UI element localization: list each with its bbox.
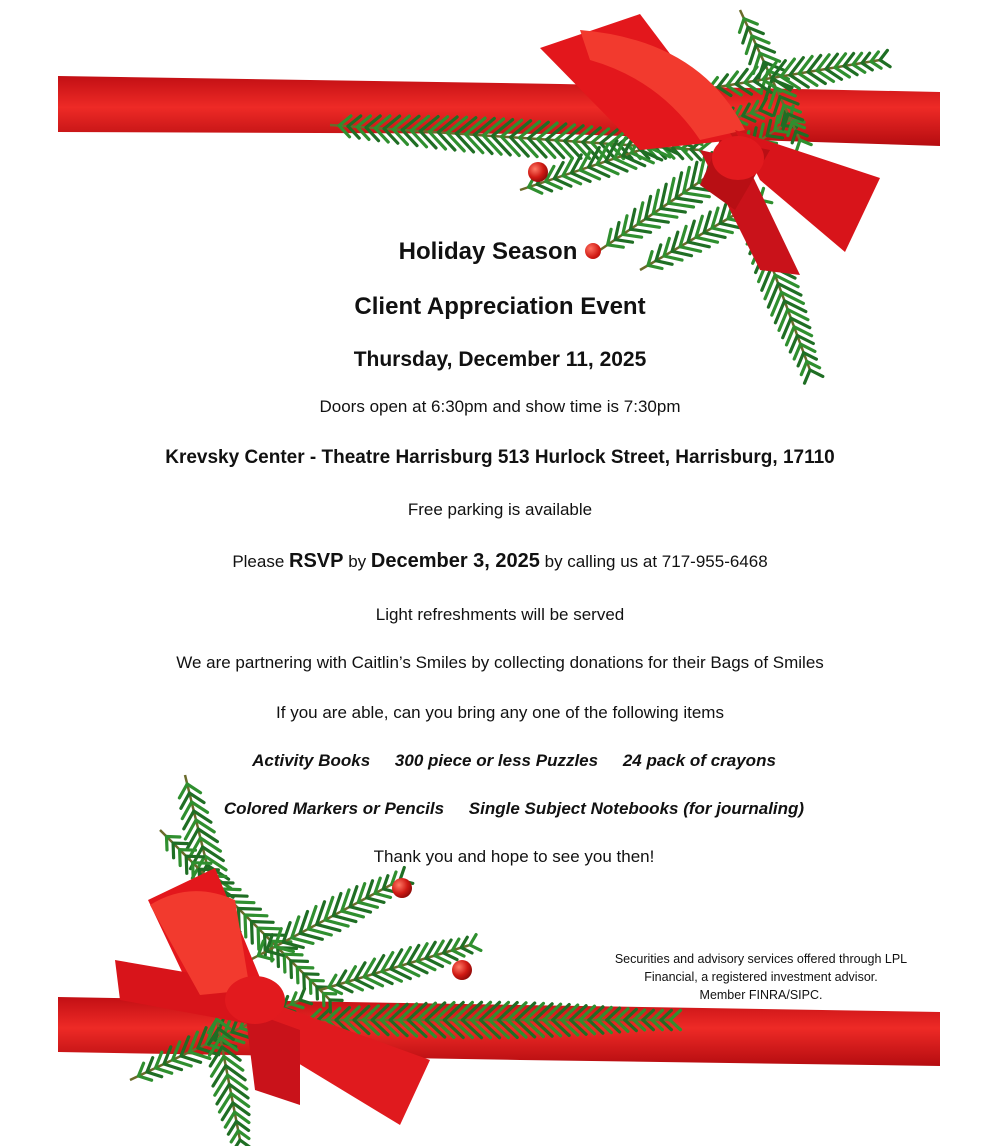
disclaimer-line: Member FINRA/SIPC. bbox=[699, 988, 823, 1002]
donation-item: Single Subject Notebooks (for journaling) bbox=[468, 799, 805, 818]
event-subtitle: Client Appreciation Event bbox=[354, 293, 646, 320]
donation-items-row-1 bbox=[14, 751, 1000, 771]
donation-item: Activity Books bbox=[252, 751, 371, 770]
disclaimer-line: Securities and advisory services offered through LPL bbox=[614, 952, 908, 966]
disclaimer bbox=[596, 950, 926, 1004]
parking-info: Free parking is available bbox=[407, 500, 593, 519]
partnering-info: We are partnering with Caitlin’s Smiles by collecting donations for their Bags of Smiles bbox=[176, 653, 824, 672]
thank-you-note: Thank you and hope to see you then! bbox=[373, 847, 655, 866]
refreshments-info: Light refreshments will be served bbox=[375, 605, 625, 624]
disclaimer-line: Financial, a registered investment advisor. bbox=[644, 970, 878, 984]
venue-address: Krevsky Center - Theatre Harrisburg 513 Hurlock Street, Harrisburg, 17110 bbox=[165, 447, 835, 468]
berry-icon bbox=[585, 243, 601, 259]
rsvp-line: Please RSVP by December 3, 2025 by calling us at 717-955-6468 bbox=[232, 550, 768, 572]
bottom-berry-1 bbox=[392, 878, 412, 898]
fir-sprig bbox=[250, 868, 413, 961]
rsvp-keyword: RSVP bbox=[289, 550, 344, 572]
event-date: Thursday, December 11, 2025 bbox=[353, 348, 647, 371]
donation-items-row-2 bbox=[14, 799, 1000, 819]
donation-item: 300 piece or less Puzzles bbox=[394, 751, 599, 770]
top-berry bbox=[528, 162, 548, 182]
donation-item: Colored Markers or Pencils bbox=[223, 799, 445, 818]
donation-item: 24 pack of crayons bbox=[622, 751, 776, 770]
donation-request: If you are able, can you bring any one of the following items bbox=[276, 703, 724, 722]
bottom-berry-2 bbox=[452, 960, 472, 980]
event-title: Holiday Season bbox=[0, 238, 1000, 266]
rsvp-deadline: December 3, 2025 bbox=[370, 550, 540, 572]
top-bow bbox=[540, 14, 880, 275]
doors-info: Doors open at 6:30pm and show time is 7:30pm bbox=[319, 397, 681, 416]
bottom-bow bbox=[115, 868, 430, 1125]
